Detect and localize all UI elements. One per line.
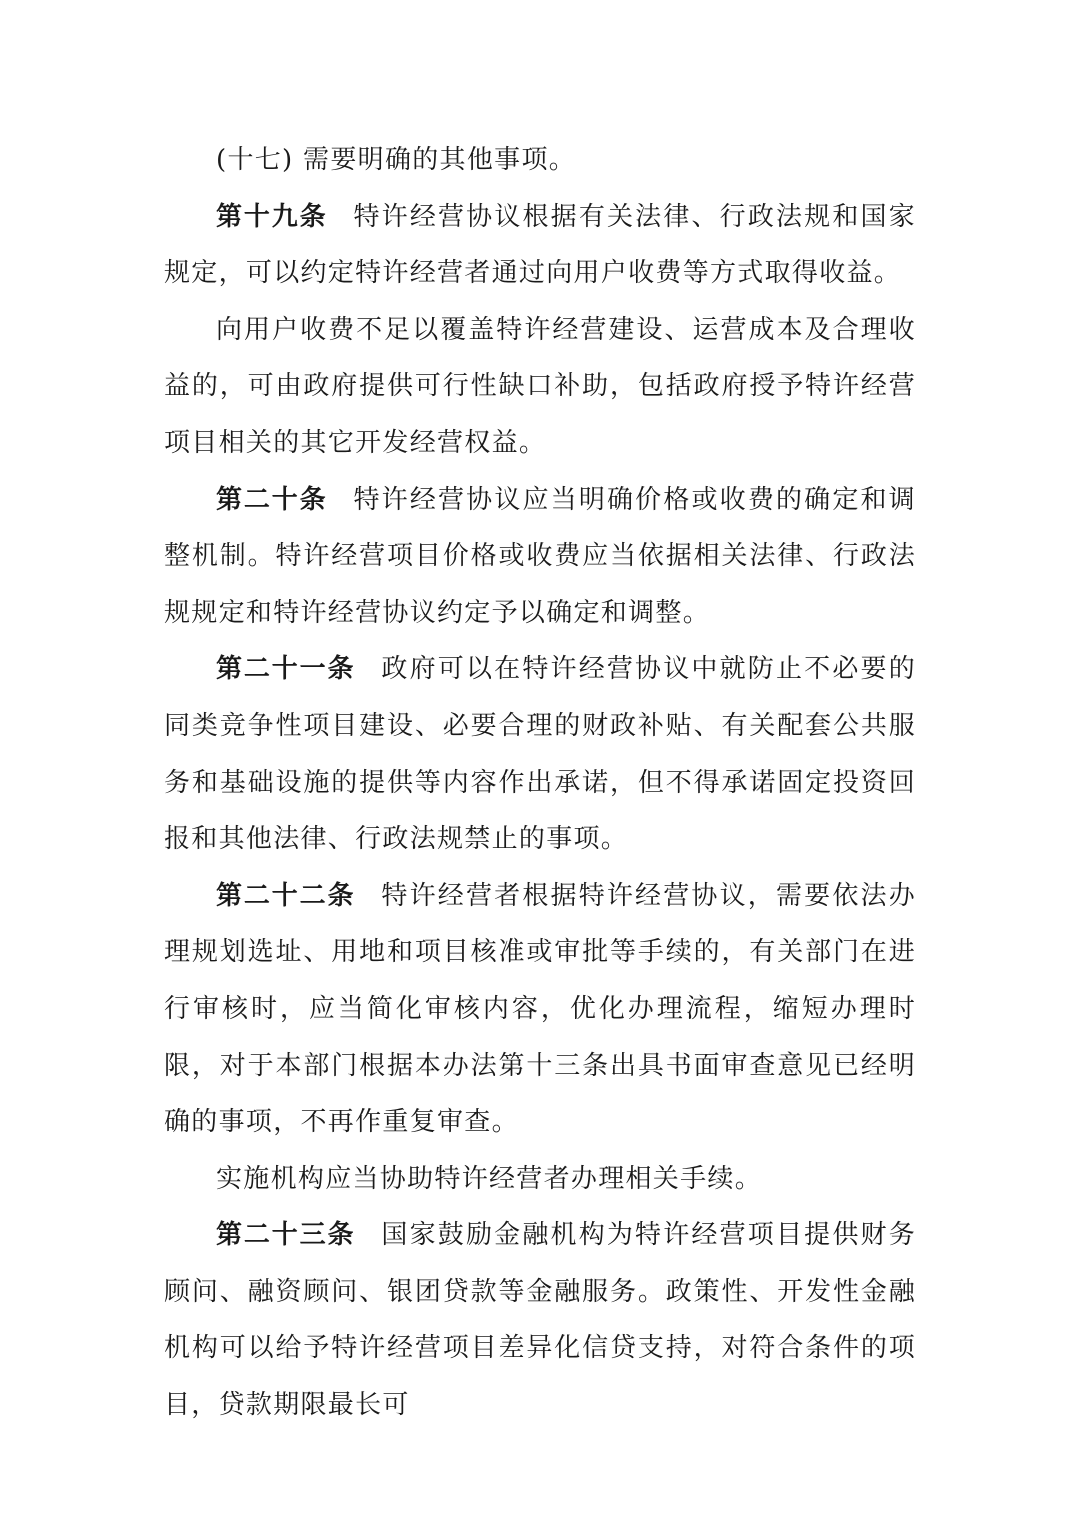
paragraph-text: (十七) 需要明确的其他事项。 <box>216 145 577 175</box>
paragraph-article-20 <box>164 472 916 642</box>
paragraph-article-23 <box>164 1207 916 1433</box>
paragraph-text: 向用户收费不足以覆盖特许经营建设、运营成本及合理收益的，可由政府提供可行性缺口补助，包括政府授予特许经营项目相关的其它开发经营权益。 <box>164 314 916 458</box>
article-heading: 第二十三条 <box>216 1220 356 1251</box>
paragraph-article-22 <box>164 868 916 1151</box>
paragraph-item-17 <box>164 132 916 189</box>
article-heading: 第二十二条 <box>216 880 356 911</box>
article-heading: 第二十条 <box>216 484 328 515</box>
article-heading: 第二十一条 <box>216 654 356 685</box>
paragraph-article-19 <box>164 189 916 302</box>
paragraph-article-21 <box>164 641 916 867</box>
paragraph-article-19-sub <box>164 302 916 472</box>
paragraph-text: 特许经营者根据特许经营协议，需要依法办理规划选址、用地和项目核准或审批等手续的，有关部门在进行审核时，应当简化审核内容，优化办理流程，缩短办理时限，对于本部门根据本办法第十三条出具书面审查意见已经明确的事项，不再作重复审查。 <box>164 880 916 1138</box>
paragraph-text: 特许经营协议应当明确价格或收费的确定和调整机制。特许经营项目价格或收费应当依据相关法律、行政法规规定和特许经营协议约定予以确定和调整。 <box>164 484 916 628</box>
paragraph-text: 实施机构应当协助特许经营者办理相关手续。 <box>216 1163 763 1194</box>
article-heading: 第十九条 <box>216 201 328 232</box>
paragraph-article-22-sub <box>164 1151 916 1208</box>
paragraph-text: 政府可以在特许经营协议中就防止不必要的同类竞争性项目建设、必要合理的财政补贴、有关配套公共服务和基础设施的提供等内容作出承诺，但不得承诺固定投资回报和其他法律、行政法规禁止的事项。 <box>164 654 916 855</box>
paragraph-text: 特许经营协议根据有关法律、行政法规和国家规定，可以约定特许经营者通过向用户收费等方式取得收益。 <box>164 201 916 289</box>
document-body <box>164 132 916 1434</box>
paragraph-text: 国家鼓励金融机构为特许经营项目提供财务顾问、融资顾问、银团贷款等金融服务。政策性、开发性金融机构可以给予特许经营项目差异化信贷支持，对符合条件的项目，贷款期限最长可 <box>164 1220 916 1421</box>
